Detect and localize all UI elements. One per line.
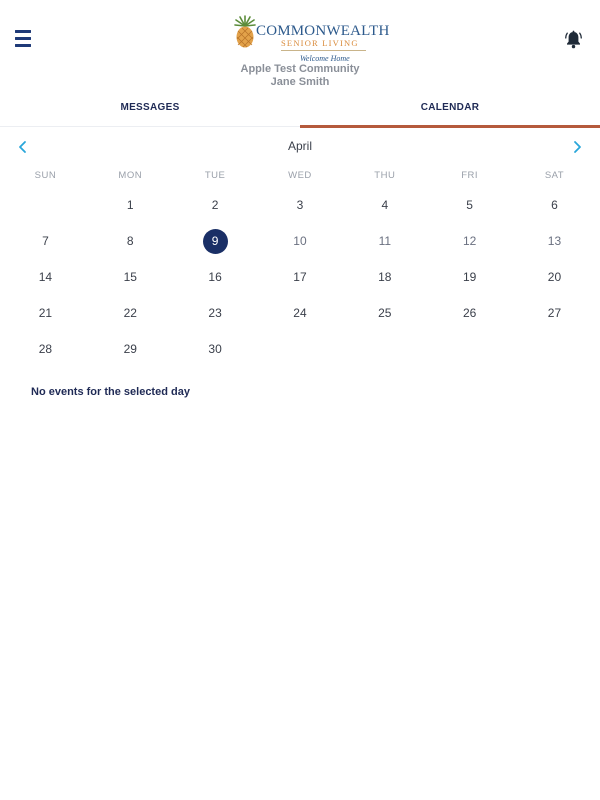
logo-subline: SENIOR LIVING (281, 38, 359, 48)
calendar-day[interactable]: 26 (462, 306, 477, 320)
weekday-label: TUE (204, 170, 226, 181)
calendar-day-empty (512, 331, 597, 367)
calendar-day-empty (427, 331, 512, 367)
calendar-header (0, 137, 600, 157)
calendar-day[interactable]: 23 (208, 306, 222, 320)
calendar-day[interactable]: 8 (126, 234, 134, 248)
weekday-label: THU (374, 170, 396, 181)
calendar-week (3, 187, 597, 223)
calendar-day[interactable]: 28 (38, 342, 53, 356)
calendar-day[interactable]: 29 (123, 342, 137, 356)
calendar-week (3, 331, 597, 367)
calendar-day-selected[interactable]: 9 (173, 223, 258, 259)
tab-messages[interactable]: MESSAGES (120, 102, 180, 113)
weekday-label: MON (118, 170, 143, 181)
calendar-day[interactable]: 11 (378, 234, 392, 248)
calendar-day[interactable]: 7 (42, 234, 49, 248)
calendar-day[interactable]: 21 (38, 306, 53, 320)
calendar-day[interactable]: 18 (378, 270, 392, 284)
pineapple-icon (234, 15, 256, 49)
calendar-day[interactable]: 1 (126, 198, 134, 212)
user-name: Jane Smith (270, 76, 330, 88)
calendar-day[interactable]: 25 (378, 306, 392, 320)
calendar-week (3, 223, 597, 259)
calendar-day[interactable]: 14 (38, 270, 53, 284)
weekday-label: FRI (461, 170, 479, 181)
logo-wordmark: COMMONWEALTH (256, 23, 390, 39)
calendar-day[interactable]: 5 (466, 198, 473, 212)
calendar-day[interactable]: 15 (123, 270, 137, 284)
calendar-day[interactable]: 17 (293, 270, 307, 284)
community-name: Apple Test Community (240, 63, 360, 75)
calendar-day[interactable]: 22 (123, 306, 137, 320)
calendar-day-empty (342, 331, 427, 367)
weekday-label: SUN (34, 170, 57, 181)
logo-divider (281, 50, 366, 51)
calendar-day-empty (3, 187, 88, 223)
month-title: April (287, 139, 312, 153)
logo-tagline: Welcome Home (300, 54, 350, 63)
calendar-day-empty (258, 331, 343, 367)
calendar-day[interactable]: 12 (462, 234, 477, 248)
calendar-day[interactable]: 24 (293, 306, 307, 320)
hamburger-menu-icon[interactable] (15, 30, 31, 47)
tab-bar (0, 96, 600, 127)
tab-calendar[interactable]: CALENDAR (300, 96, 600, 127)
bell-alert-icon[interactable] (565, 30, 582, 49)
app-header (0, 0, 600, 96)
chevron-right-icon[interactable] (568, 137, 586, 157)
weekday-label: WED (288, 170, 312, 181)
calendar-day[interactable]: 27 (547, 306, 562, 320)
calendar-day[interactable]: 16 (208, 270, 222, 284)
calendar-day[interactable]: 4 (381, 198, 389, 212)
calendar-day[interactable]: 6 (551, 198, 558, 212)
calendar-day[interactable]: 30 (208, 342, 222, 356)
commonwealth-logo (232, 14, 390, 66)
calendar-week (3, 259, 597, 295)
no-events-message: No events for the selected day (31, 386, 190, 398)
calendar-day[interactable]: 13 (547, 234, 562, 248)
calendar-week (3, 295, 597, 331)
calendar-day[interactable]: 20 (547, 270, 562, 284)
calendar-grid (3, 187, 597, 367)
weekday-label: SAT (544, 170, 565, 181)
calendar-day[interactable]: 19 (462, 270, 477, 284)
calendar-day[interactable]: 3 (296, 198, 304, 212)
weekday-header (3, 170, 597, 181)
calendar-day[interactable]: 10 (293, 234, 307, 248)
calendar-day[interactable]: 2 (211, 198, 219, 212)
